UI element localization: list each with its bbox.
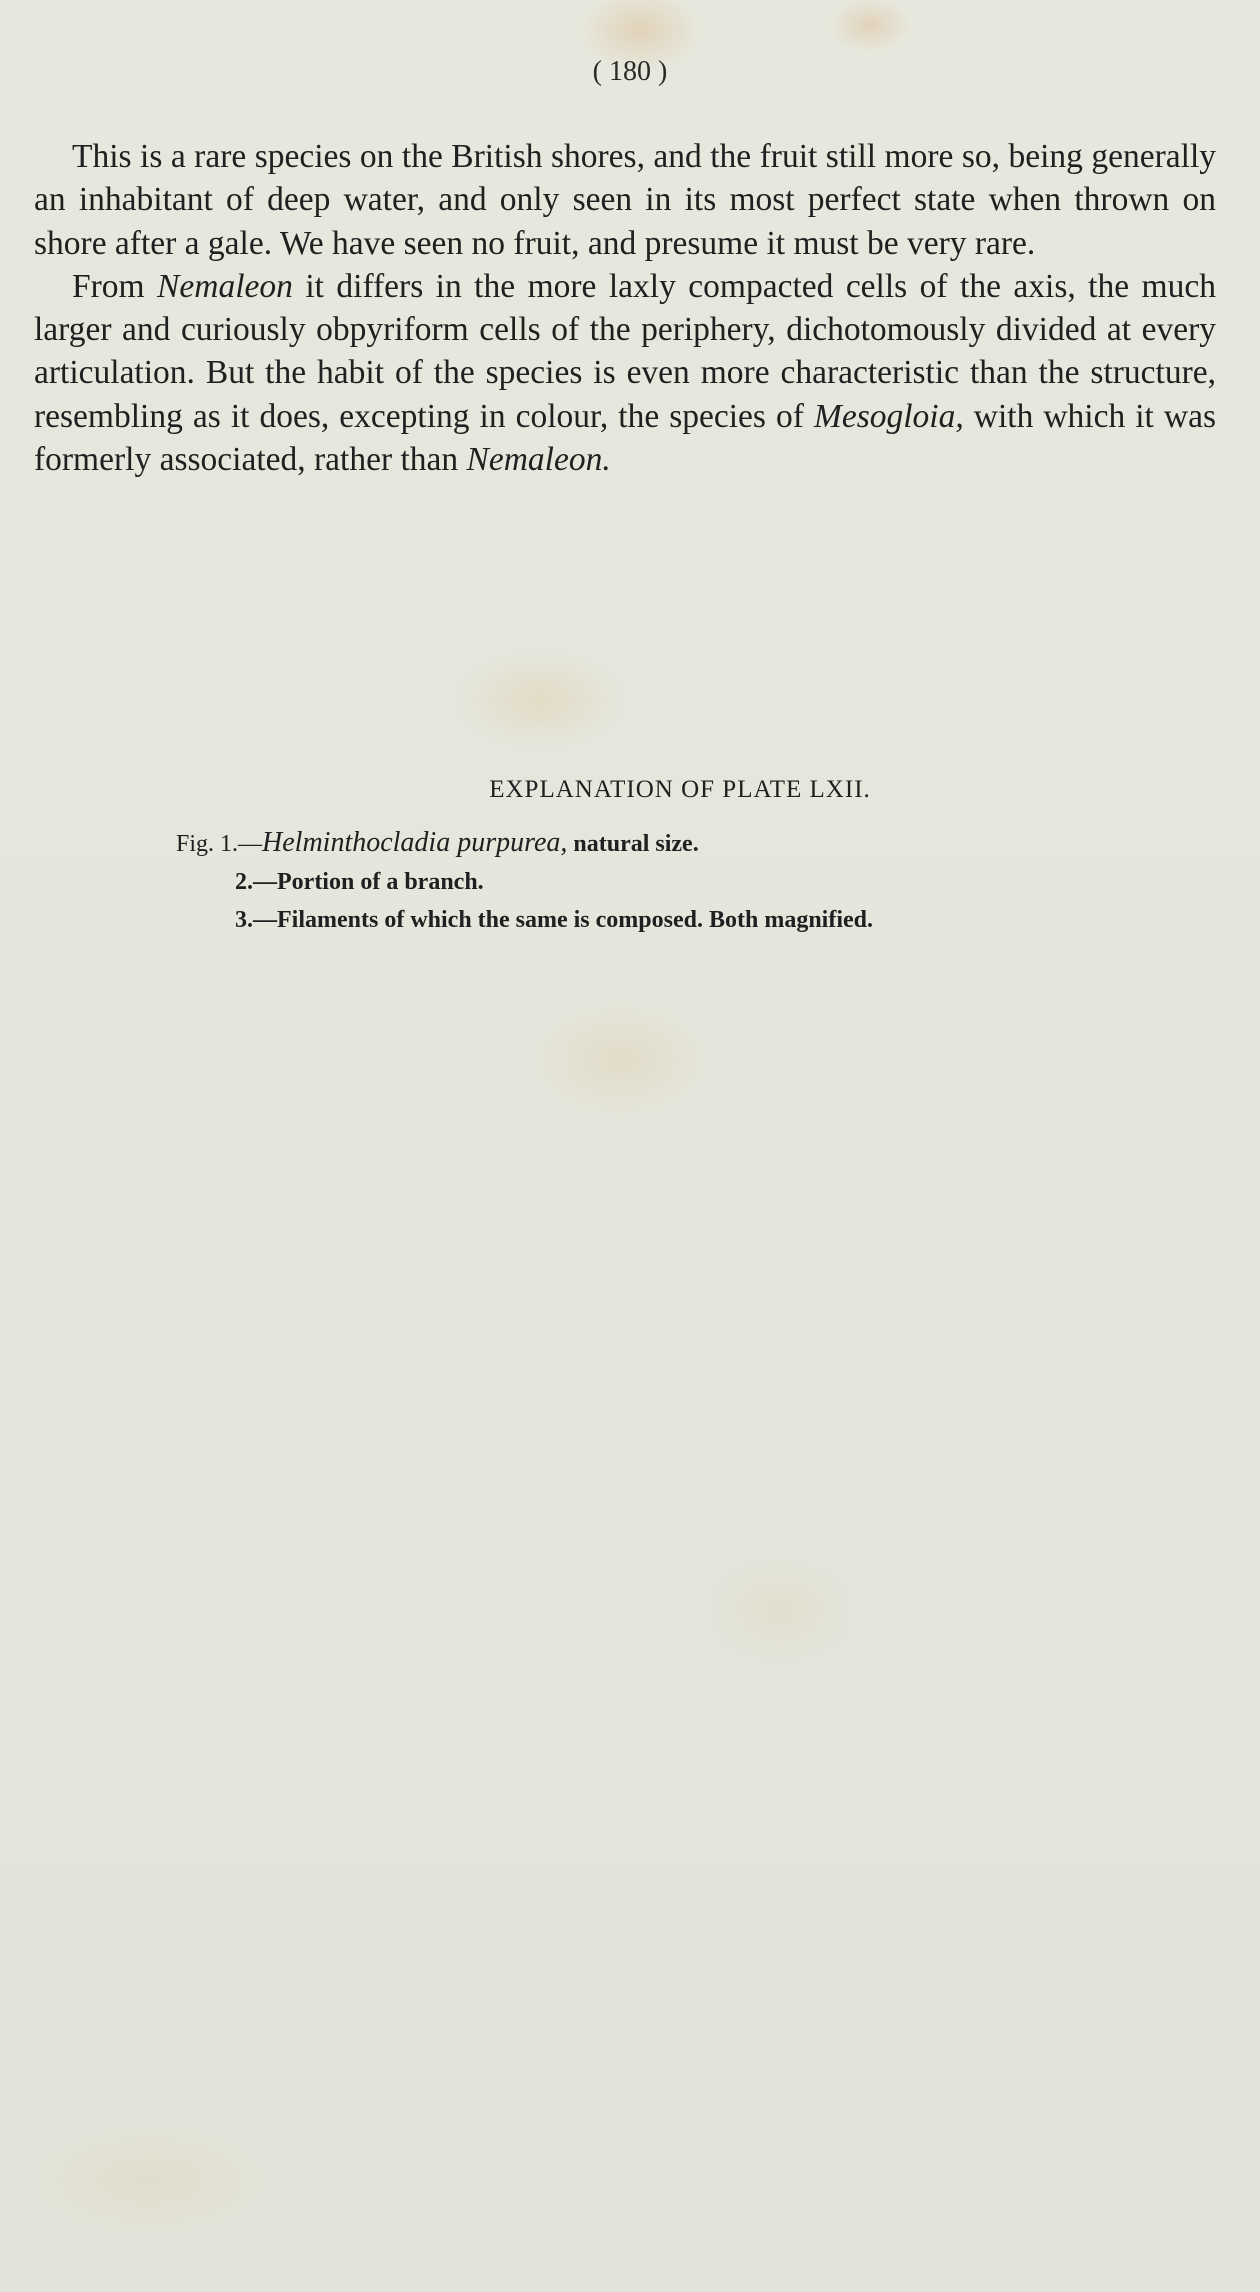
genus-name-mesogloia: Mesogloia, <box>813 397 964 435</box>
plate-explanation <box>0 776 1260 939</box>
plate-figure-list <box>0 824 1260 939</box>
figure-1-prefix: Fig. 1.— <box>176 831 263 857</box>
plate-heading: EXPLANATION OF PLATE LXII. <box>489 776 871 803</box>
genus-name-nemaleon: Nemaleon <box>157 267 293 305</box>
paragraph-2-text-a: From <box>72 267 158 305</box>
figure-1-caption <box>176 824 1260 863</box>
body-text <box>34 135 1216 481</box>
figure-3-caption: 3.—Filaments of which the same is composed. Both magnified. <box>235 907 873 933</box>
genus-name-nemaleon-2: Nemaleon. <box>466 441 611 479</box>
paragraph-2-text-c: with which it was formerly associated, rather than <box>34 397 1216 479</box>
paragraph-2 <box>34 265 1216 481</box>
figure-1-suffix: natural size. <box>567 831 699 857</box>
paragraph-2-text-b: it differs in the more laxly compacted cells of the axis, the much larger and curiously obpyriform cells of the periphery, dichotomously divided at every articulation. But the habit of the species is even more characteristic than the structure, resembling as it does, excepting in colour, the species of <box>34 267 1216 435</box>
figure-2-caption: 2.—Portion of a branch. <box>235 869 484 895</box>
paragraph-1 <box>34 135 1216 265</box>
paragraph-1-text: This is a rare species on the British shores, and the fruit still more so, being generally an inhabitant of deep water, and only seen in its most perfect state when thrown on shore after a gale. We have seen no fruit, and presume it must be very rare. <box>34 138 1216 262</box>
figure-1-species: Helminthocladia purpurea, <box>262 827 568 858</box>
page-number: ( 180 ) <box>592 56 668 87</box>
